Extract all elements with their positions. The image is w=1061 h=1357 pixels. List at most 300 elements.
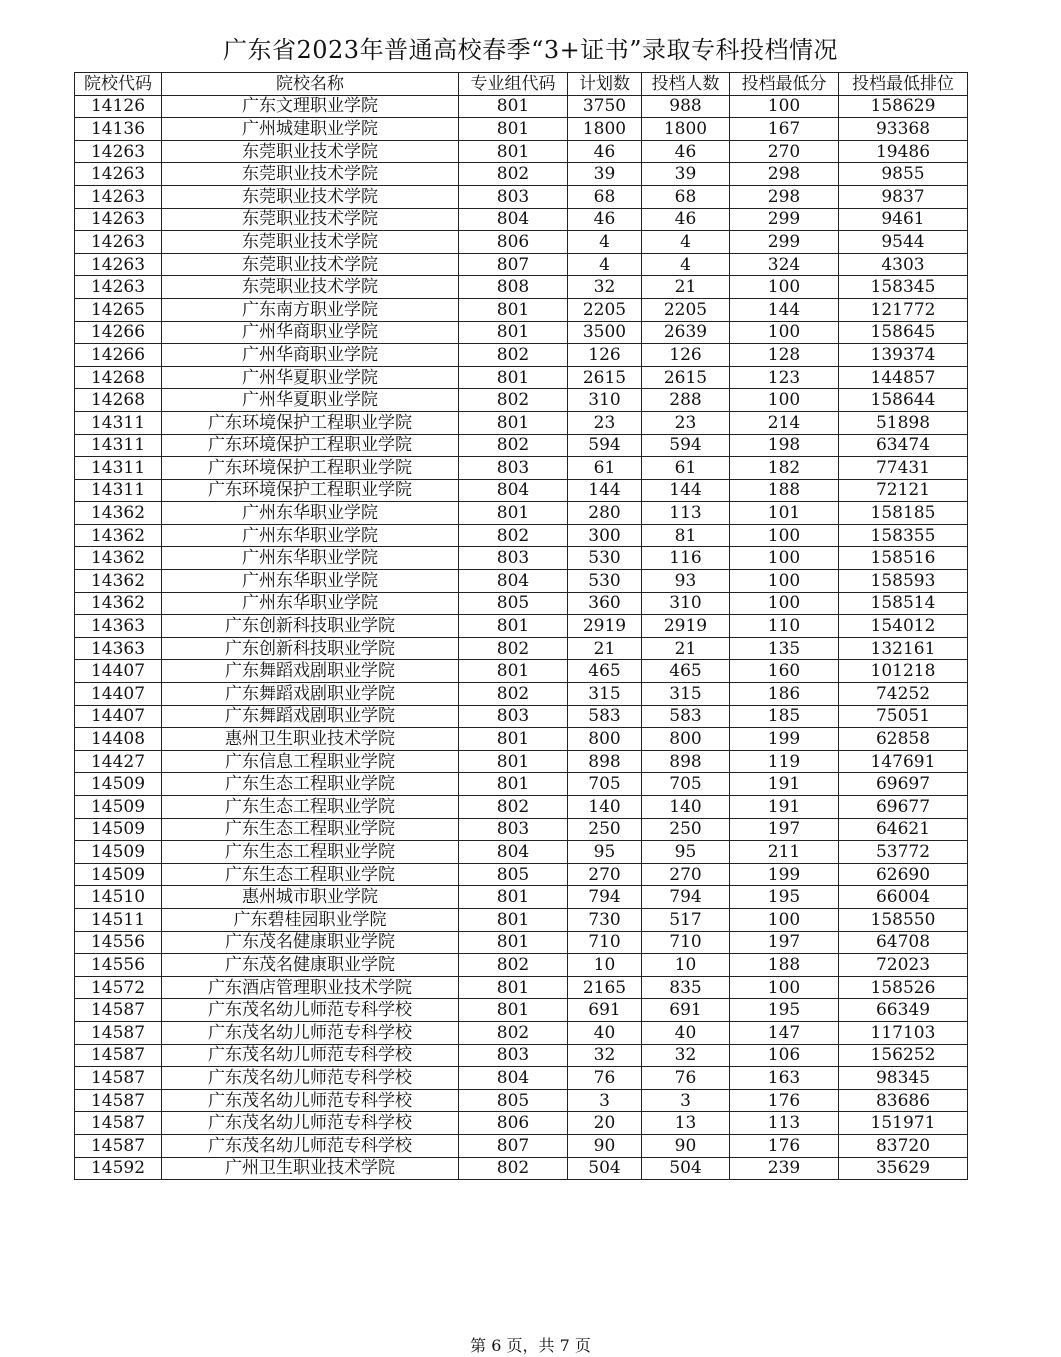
admitted-count-cell: 39: [642, 163, 730, 186]
group-code-cell: 802: [459, 637, 568, 660]
min-score-cell: 128: [730, 344, 839, 367]
plan-count-cell: 898: [568, 750, 642, 773]
table-row: [75, 976, 968, 999]
school-code-cell: 14362: [75, 547, 162, 570]
table-row: [75, 750, 968, 773]
school-code-cell: 14263: [75, 253, 162, 276]
min-rank-cell: 147691: [839, 750, 968, 773]
group-code-cell: 801: [459, 95, 568, 118]
admitted-count-cell: 2205: [642, 298, 730, 321]
admitted-count-cell: 40: [642, 1021, 730, 1044]
table-row: [75, 366, 968, 389]
min-rank-cell: 139374: [839, 344, 968, 367]
min-rank-cell: 74252: [839, 683, 968, 706]
plan-count-cell: 360: [568, 592, 642, 615]
min-score-cell: 299: [730, 231, 839, 254]
min-score-cell: 211: [730, 841, 839, 864]
plan-count-cell: 280: [568, 502, 642, 525]
school-code-cell: 14362: [75, 570, 162, 593]
min-score-cell: 100: [730, 95, 839, 118]
group-code-cell: 802: [459, 344, 568, 367]
plan-count-cell: 3750: [568, 95, 642, 118]
school-name-cell: 广东茂名幼儿师范专科学校: [162, 999, 459, 1022]
school-name-cell: 东莞职业技术学院: [162, 208, 459, 231]
group-code-cell: 801: [459, 411, 568, 434]
min-score-cell: 197: [730, 931, 839, 954]
min-score-cell: 100: [730, 276, 839, 299]
admitted-count-cell: 144: [642, 479, 730, 502]
min-score-cell: 100: [730, 524, 839, 547]
school-name-cell: 广东创新科技职业学院: [162, 615, 459, 638]
table-row: [75, 547, 968, 570]
group-code-cell: 801: [459, 298, 568, 321]
min-score-cell: 147: [730, 1021, 839, 1044]
group-code-cell: 801: [459, 615, 568, 638]
min-score-cell: 298: [730, 163, 839, 186]
min-rank-cell: 154012: [839, 615, 968, 638]
min-score-cell: 188: [730, 479, 839, 502]
min-score-cell: 110: [730, 615, 839, 638]
group-code-cell: 801: [459, 750, 568, 773]
column-header: 院校名称: [162, 73, 459, 96]
school-code-cell: 14587: [75, 999, 162, 1022]
min-score-cell: 100: [730, 908, 839, 931]
school-name-cell: 广东文理职业学院: [162, 95, 459, 118]
min-score-cell: 214: [730, 411, 839, 434]
min-score-cell: 188: [730, 954, 839, 977]
admitted-count-cell: 465: [642, 660, 730, 683]
group-code-cell: 803: [459, 457, 568, 480]
admitted-count-cell: 68: [642, 185, 730, 208]
school-name-cell: 东莞职业技术学院: [162, 276, 459, 299]
admitted-count-cell: 288: [642, 389, 730, 412]
school-name-cell: 东莞职业技术学院: [162, 163, 459, 186]
table-row: [75, 796, 968, 819]
min-rank-cell: 62858: [839, 728, 968, 751]
plan-count-cell: 794: [568, 886, 642, 909]
min-rank-cell: 132161: [839, 637, 968, 660]
group-code-cell: 803: [459, 547, 568, 570]
min-score-cell: 270: [730, 140, 839, 163]
group-code-cell: 804: [459, 1067, 568, 1090]
min-rank-cell: 64708: [839, 931, 968, 954]
school-name-cell: 惠州卫生职业技术学院: [162, 728, 459, 751]
min-rank-cell: 9837: [839, 185, 968, 208]
school-code-cell: 14263: [75, 140, 162, 163]
plan-count-cell: 583: [568, 705, 642, 728]
min-rank-cell: 158645: [839, 321, 968, 344]
min-score-cell: 100: [730, 321, 839, 344]
school-name-cell: 广东碧桂园职业学院: [162, 908, 459, 931]
group-code-cell: 808: [459, 276, 568, 299]
plan-count-cell: 46: [568, 140, 642, 163]
min-rank-cell: 72121: [839, 479, 968, 502]
school-name-cell: 广东环境保护工程职业学院: [162, 411, 459, 434]
min-rank-cell: 144857: [839, 366, 968, 389]
min-score-cell: 197: [730, 818, 839, 841]
min-rank-cell: 62690: [839, 863, 968, 886]
school-name-cell: 广东舞蹈戏剧职业学院: [162, 660, 459, 683]
group-code-cell: 804: [459, 208, 568, 231]
admitted-count-cell: 13: [642, 1112, 730, 1135]
page-footer: 第 6 页，共 7 页: [470, 1336, 591, 1355]
school-name-cell: 广东生态工程职业学院: [162, 841, 459, 864]
admitted-count-cell: 81: [642, 524, 730, 547]
admitted-count-cell: 46: [642, 140, 730, 163]
group-code-cell: 801: [459, 140, 568, 163]
min-rank-cell: 158185: [839, 502, 968, 525]
school-name-cell: 广州东华职业学院: [162, 547, 459, 570]
group-code-cell: 801: [459, 366, 568, 389]
plan-count-cell: 76: [568, 1067, 642, 1090]
school-name-cell: 广东茂名幼儿师范专科学校: [162, 1021, 459, 1044]
school-code-cell: 14556: [75, 954, 162, 977]
school-code-cell: 14311: [75, 434, 162, 457]
column-header: 投档最低排位: [839, 73, 968, 96]
admitted-count-cell: 46: [642, 208, 730, 231]
school-code-cell: 14407: [75, 683, 162, 706]
plan-count-cell: 2919: [568, 615, 642, 638]
min-score-cell: 239: [730, 1157, 839, 1180]
min-score-cell: 100: [730, 592, 839, 615]
school-name-cell: 广州华商职业学院: [162, 321, 459, 344]
group-code-cell: 803: [459, 818, 568, 841]
group-code-cell: 801: [459, 999, 568, 1022]
group-code-cell: 802: [459, 389, 568, 412]
min-score-cell: 100: [730, 547, 839, 570]
school-name-cell: 东莞职业技术学院: [162, 185, 459, 208]
group-code-cell: 801: [459, 976, 568, 999]
admitted-count-cell: 2919: [642, 615, 730, 638]
school-name-cell: 广东环境保护工程职业学院: [162, 457, 459, 480]
school-code-cell: 14408: [75, 728, 162, 751]
admitted-count-cell: 113: [642, 502, 730, 525]
min-score-cell: 176: [730, 1134, 839, 1157]
admitted-count-cell: 2639: [642, 321, 730, 344]
group-code-cell: 802: [459, 1021, 568, 1044]
table-row: [75, 253, 968, 276]
admitted-count-cell: 583: [642, 705, 730, 728]
school-code-cell: 14572: [75, 976, 162, 999]
admitted-count-cell: 23: [642, 411, 730, 434]
table-row: [75, 457, 968, 480]
admitted-count-cell: 32: [642, 1044, 730, 1067]
admitted-count-cell: 310: [642, 592, 730, 615]
school-code-cell: 14268: [75, 366, 162, 389]
admitted-count-cell: 140: [642, 796, 730, 819]
table-row: [75, 728, 968, 751]
school-code-cell: 14587: [75, 1089, 162, 1112]
group-code-cell: 802: [459, 683, 568, 706]
min-rank-cell: 75051: [839, 705, 968, 728]
school-code-cell: 14407: [75, 705, 162, 728]
plan-count-cell: 530: [568, 547, 642, 570]
group-code-cell: 807: [459, 253, 568, 276]
min-score-cell: 298: [730, 185, 839, 208]
table-header: [75, 73, 968, 96]
group-code-cell: 803: [459, 1044, 568, 1067]
admitted-count-cell: 1800: [642, 118, 730, 141]
table-row: [75, 818, 968, 841]
admitted-count-cell: 504: [642, 1157, 730, 1180]
min-score-cell: 198: [730, 434, 839, 457]
school-code-cell: 14362: [75, 592, 162, 615]
min-score-cell: 191: [730, 773, 839, 796]
school-name-cell: 广东茂名幼儿师范专科学校: [162, 1134, 459, 1157]
min-rank-cell: 66349: [839, 999, 968, 1022]
plan-count-cell: 250: [568, 818, 642, 841]
min-rank-cell: 35629: [839, 1157, 968, 1180]
table-row: [75, 208, 968, 231]
min-rank-cell: 158514: [839, 592, 968, 615]
table-row: [75, 276, 968, 299]
plan-count-cell: 710: [568, 931, 642, 954]
school-code-cell: 14509: [75, 796, 162, 819]
min-score-cell: 163: [730, 1067, 839, 1090]
school-name-cell: 广东信息工程职业学院: [162, 750, 459, 773]
plan-count-cell: 68: [568, 185, 642, 208]
school-code-cell: 14126: [75, 95, 162, 118]
table-row: [75, 615, 968, 638]
school-code-cell: 14265: [75, 298, 162, 321]
group-code-cell: 801: [459, 502, 568, 525]
header-row: [75, 73, 968, 96]
school-code-cell: 14511: [75, 908, 162, 931]
school-name-cell: 惠州城市职业学院: [162, 886, 459, 909]
min-rank-cell: 63474: [839, 434, 968, 457]
min-score-cell: 113: [730, 1112, 839, 1135]
plan-count-cell: 691: [568, 999, 642, 1022]
plan-count-cell: 46: [568, 208, 642, 231]
school-name-cell: 东莞职业技术学院: [162, 140, 459, 163]
min-score-cell: 199: [730, 728, 839, 751]
school-code-cell: 14311: [75, 479, 162, 502]
school-name-cell: 广东茂名幼儿师范专科学校: [162, 1089, 459, 1112]
admitted-count-cell: 594: [642, 434, 730, 457]
group-code-cell: 801: [459, 773, 568, 796]
table-row: [75, 118, 968, 141]
plan-count-cell: 465: [568, 660, 642, 683]
plan-count-cell: 20: [568, 1112, 642, 1135]
school-name-cell: 广州城建职业学院: [162, 118, 459, 141]
school-code-cell: 14263: [75, 276, 162, 299]
min-rank-cell: 9461: [839, 208, 968, 231]
admitted-count-cell: 10: [642, 954, 730, 977]
min-rank-cell: 64621: [839, 818, 968, 841]
min-rank-cell: 121772: [839, 298, 968, 321]
school-code-cell: 14587: [75, 1134, 162, 1157]
min-rank-cell: 69677: [839, 796, 968, 819]
table-row: [75, 1021, 968, 1044]
min-rank-cell: 72023: [839, 954, 968, 977]
school-name-cell: 广东茂名健康职业学院: [162, 931, 459, 954]
table-row: [75, 863, 968, 886]
admitted-count-cell: 21: [642, 637, 730, 660]
min-rank-cell: 158355: [839, 524, 968, 547]
school-name-cell: 广东生态工程职业学院: [162, 796, 459, 819]
table-row: [75, 389, 968, 412]
column-header: 投档最低分: [730, 73, 839, 96]
school-code-cell: 14509: [75, 863, 162, 886]
group-code-cell: 802: [459, 163, 568, 186]
school-code-cell: 14311: [75, 457, 162, 480]
min-rank-cell: 4303: [839, 253, 968, 276]
school-code-cell: 14587: [75, 1067, 162, 1090]
table-row: [75, 524, 968, 547]
table-row: [75, 954, 968, 977]
group-code-cell: 801: [459, 660, 568, 683]
plan-count-cell: 2615: [568, 366, 642, 389]
table-body: [75, 95, 968, 1180]
min-score-cell: 191: [730, 796, 839, 819]
admitted-count-cell: 517: [642, 908, 730, 931]
group-code-cell: 803: [459, 185, 568, 208]
group-code-cell: 805: [459, 592, 568, 615]
min-score-cell: 167: [730, 118, 839, 141]
min-score-cell: 100: [730, 976, 839, 999]
plan-count-cell: 90: [568, 1134, 642, 1157]
plan-count-cell: 3500: [568, 321, 642, 344]
table-row: [75, 163, 968, 186]
min-score-cell: 135: [730, 637, 839, 660]
school-code-cell: 14427: [75, 750, 162, 773]
admitted-count-cell: 898: [642, 750, 730, 773]
school-name-cell: 广东环境保护工程职业学院: [162, 434, 459, 457]
group-code-cell: 806: [459, 1112, 568, 1135]
group-code-cell: 801: [459, 886, 568, 909]
plan-count-cell: 39: [568, 163, 642, 186]
table-row: [75, 660, 968, 683]
school-name-cell: 广州华商职业学院: [162, 344, 459, 367]
admitted-count-cell: 95: [642, 841, 730, 864]
plan-count-cell: 21: [568, 637, 642, 660]
table-row: [75, 637, 968, 660]
table-row: [75, 683, 968, 706]
admitted-count-cell: 116: [642, 547, 730, 570]
group-code-cell: 802: [459, 1157, 568, 1180]
min-rank-cell: 77431: [839, 457, 968, 480]
admitted-count-cell: 4: [642, 231, 730, 254]
table-row: [75, 1112, 968, 1135]
min-rank-cell: 83720: [839, 1134, 968, 1157]
min-rank-cell: 158644: [839, 389, 968, 412]
admitted-count-cell: 126: [642, 344, 730, 367]
school-code-cell: 14362: [75, 524, 162, 547]
admitted-count-cell: 76: [642, 1067, 730, 1090]
school-name-cell: 广东茂名幼儿师范专科学校: [162, 1044, 459, 1067]
table-row: [75, 773, 968, 796]
school-code-cell: 14263: [75, 185, 162, 208]
table-row: [75, 886, 968, 909]
min-rank-cell: 93368: [839, 118, 968, 141]
min-score-cell: 186: [730, 683, 839, 706]
plan-count-cell: 126: [568, 344, 642, 367]
school-code-cell: 14587: [75, 1044, 162, 1067]
min-score-cell: 199: [730, 863, 839, 886]
school-code-cell: 14362: [75, 502, 162, 525]
table-row: [75, 1134, 968, 1157]
plan-count-cell: 730: [568, 908, 642, 931]
min-rank-cell: 9855: [839, 163, 968, 186]
group-code-cell: 804: [459, 841, 568, 864]
plan-count-cell: 530: [568, 570, 642, 593]
school-name-cell: 广东茂名健康职业学院: [162, 954, 459, 977]
school-code-cell: 14509: [75, 818, 162, 841]
plan-count-cell: 144: [568, 479, 642, 502]
group-code-cell: 804: [459, 570, 568, 593]
plan-count-cell: 300: [568, 524, 642, 547]
table-row: [75, 298, 968, 321]
min-rank-cell: 19486: [839, 140, 968, 163]
school-code-cell: 14263: [75, 163, 162, 186]
group-code-cell: 806: [459, 231, 568, 254]
min-score-cell: 100: [730, 570, 839, 593]
plan-count-cell: 61: [568, 457, 642, 480]
group-code-cell: 801: [459, 321, 568, 344]
table-row: [75, 140, 968, 163]
group-code-cell: 802: [459, 954, 568, 977]
school-name-cell: 广州东华职业学院: [162, 524, 459, 547]
table-row: [75, 908, 968, 931]
table-row: [75, 1067, 968, 1090]
plan-count-cell: 310: [568, 389, 642, 412]
plan-count-cell: 40: [568, 1021, 642, 1044]
min-rank-cell: 151971: [839, 1112, 968, 1135]
plan-count-cell: 4: [568, 231, 642, 254]
school-code-cell: 14407: [75, 660, 162, 683]
column-header: 院校代码: [75, 73, 162, 96]
min-rank-cell: 158550: [839, 908, 968, 931]
plan-count-cell: 800: [568, 728, 642, 751]
table-row: [75, 479, 968, 502]
plan-count-cell: 1800: [568, 118, 642, 141]
min-score-cell: 182: [730, 457, 839, 480]
admitted-count-cell: 835: [642, 976, 730, 999]
group-code-cell: 805: [459, 1089, 568, 1112]
school-code-cell: 14509: [75, 841, 162, 864]
plan-count-cell: 270: [568, 863, 642, 886]
plan-count-cell: 95: [568, 841, 642, 864]
school-code-cell: 14136: [75, 118, 162, 141]
admitted-count-cell: 705: [642, 773, 730, 796]
admitted-count-cell: 4: [642, 253, 730, 276]
min-score-cell: 195: [730, 999, 839, 1022]
admitted-count-cell: 691: [642, 999, 730, 1022]
school-name-cell: 广州华夏职业学院: [162, 389, 459, 412]
school-code-cell: 14592: [75, 1157, 162, 1180]
school-name-cell: 广东生态工程职业学院: [162, 863, 459, 886]
admitted-count-cell: 315: [642, 683, 730, 706]
school-name-cell: 广东生态工程职业学院: [162, 773, 459, 796]
min-rank-cell: 158526: [839, 976, 968, 999]
table-row: [75, 434, 968, 457]
school-code-cell: 14268: [75, 389, 162, 412]
table-row: [75, 344, 968, 367]
min-rank-cell: 51898: [839, 411, 968, 434]
school-name-cell: 广东舞蹈戏剧职业学院: [162, 683, 459, 706]
table-row: [75, 841, 968, 864]
plan-count-cell: 2205: [568, 298, 642, 321]
school-code-cell: 14587: [75, 1021, 162, 1044]
table-row: [75, 1089, 968, 1112]
plan-count-cell: 10: [568, 954, 642, 977]
school-code-cell: 14556: [75, 931, 162, 954]
table-row: [75, 95, 968, 118]
school-code-cell: 14509: [75, 773, 162, 796]
school-name-cell: 广东南方职业学院: [162, 298, 459, 321]
table-row: [75, 570, 968, 593]
plan-count-cell: 504: [568, 1157, 642, 1180]
